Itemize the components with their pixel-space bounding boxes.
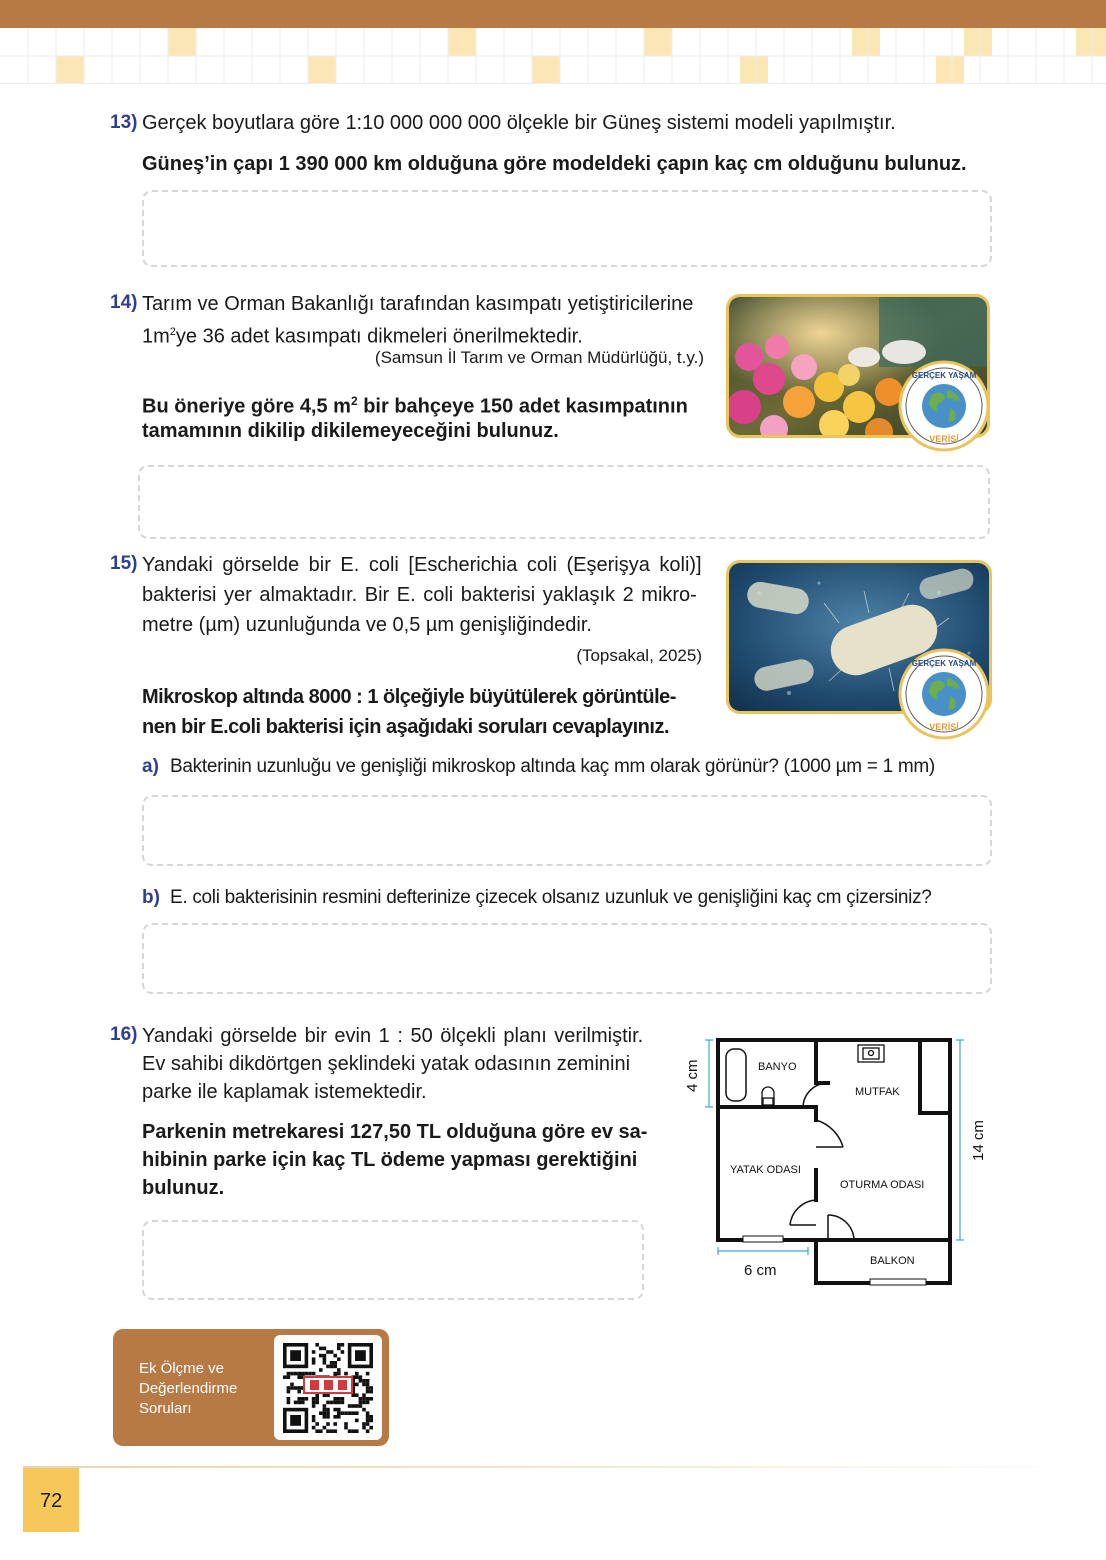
room-label-yatak: YATAK ODASI xyxy=(730,1164,801,1176)
superscript: 2 xyxy=(350,394,358,408)
question-text-line3: parke ile kaplamak istemektedir. xyxy=(142,1081,427,1103)
badge-bottom-text: VERİSİ xyxy=(929,434,959,444)
extra-line-3: Soruları xyxy=(139,1400,192,1417)
question-task: Güneş’in çapı 1 390 000 km olduğuna göre modeldeki çapın kaç cm olduğunu bulunuz. xyxy=(142,153,967,175)
text: Bu öneriye göre 4,5 m xyxy=(142,395,351,418)
answer-box-15b[interactable] xyxy=(142,923,992,994)
question-task-line1: Parkenin metrekaresi 127,50 TL olduğuna göre ev sa- xyxy=(142,1121,648,1143)
subquestion-b-text: E. coli bakterisinin resmini defterinize çizecek olsanız uzunluk ve genişliğini kaç cm çizersiniz? xyxy=(170,887,932,908)
question-text-line3: metre (µm) uzunluğunda ve 0,5 µm genişliğindedir. xyxy=(142,614,592,636)
badge-bottom-text: VERİSİ xyxy=(929,722,959,732)
question-task-line2: nen bir E.coli bakterisi için aşağıdaki soruları cevaplayınız. xyxy=(142,716,669,738)
extra-assessment-box[interactable] xyxy=(113,1329,389,1446)
question-text-line1: Yandaki görselde bir evin 1 : 50 ölçekli planı verilmiştir. xyxy=(142,1025,644,1047)
answer-box-15a[interactable] xyxy=(142,795,992,866)
question-number: 13) xyxy=(110,112,138,133)
answer-box-14[interactable] xyxy=(138,465,990,539)
room-label-balkon: BALKON xyxy=(870,1255,915,1267)
room-label-mutfak: MUTFAK xyxy=(855,1086,900,1098)
dimension-bottom: 6 cm xyxy=(744,1262,777,1279)
footer-line xyxy=(23,1466,1073,1468)
extra-line-2: Değerlendirme xyxy=(139,1380,238,1397)
header-grid-pattern xyxy=(0,28,1106,84)
question-14 xyxy=(110,292,710,452)
question-text-line1: Tarım ve Orman Bakanlığı tarafından kasımpatı yetiştiricilerine xyxy=(142,293,694,315)
question-text: Gerçek boyutlara göre 1:10 000 000 000 ölçekle bir Güneş sistemi modeli yapılmıştır. xyxy=(142,112,896,134)
question-text-line2: bakterisi yer almaktadır. Bir E. coli bakterisi yaklaşık 2 mikro- xyxy=(142,584,697,606)
extra-assessment-label xyxy=(139,1359,237,1419)
source-citation: (Samsun İl Tarım ve Orman Müdürlüğü, t.y.) xyxy=(374,348,704,367)
question-task-line3: bulunuz. xyxy=(142,1177,225,1199)
text: ye 36 adet kasımpatı dikmeleri önerilmektedir. xyxy=(175,325,583,348)
question-text-line2: Ev sahibi dikdörtgen şeklindeki yatak odasının zeminini xyxy=(142,1053,631,1075)
dimension-right: 14 cm xyxy=(970,1120,987,1161)
superscript: 2 xyxy=(169,326,176,338)
room-label-oturma: OTURMA ODASI xyxy=(840,1179,925,1191)
real-life-data-badge xyxy=(898,648,990,740)
question-number: 16) xyxy=(110,1024,138,1045)
subquestion-a-text: Bakterinin uzunluğu ve genişliği mikroskop altında kaç mm olarak görünür? (1000 µm = 1 mm) xyxy=(170,756,935,777)
badge-top-text: GERÇEK YAŞAM xyxy=(911,371,977,380)
question-text-line2 xyxy=(142,318,583,352)
floor-plan xyxy=(680,1025,1000,1300)
dimension-left: 4 cm xyxy=(684,1059,701,1092)
qr-code-icon xyxy=(274,1335,382,1440)
question-number: 15) xyxy=(110,553,138,574)
room-label-banyo: BANYO xyxy=(758,1061,797,1073)
text: bir bahçeye 150 adet kasımpatının xyxy=(357,395,688,418)
question-task-line2: hibinin parke için kaç TL ödeme yapması gerektiğini xyxy=(142,1149,638,1171)
answer-box-16[interactable] xyxy=(142,1220,644,1300)
page-number-tab xyxy=(23,1468,79,1532)
question-15 xyxy=(110,553,710,743)
qr-code[interactable] xyxy=(274,1335,382,1440)
page-number: 72 xyxy=(40,1490,63,1512)
question-text-line1: Yandaki görselde bir E. coli [Escherichia coli (Eşerişya koli)] xyxy=(142,554,702,576)
question-task-line2: tamamının dikilip dikilemeyeceğini bulunuz. xyxy=(142,420,559,442)
badge-top-text: GERÇEK YAŞAM xyxy=(911,659,977,668)
unit-m: 1m xyxy=(142,325,170,348)
question-task-line1: Mikroskop altında 8000 : 1 ölçeğiyle büyütülerek görüntüle- xyxy=(142,686,676,708)
subquestion-b-label: b) xyxy=(142,887,160,908)
extra-line-1: Ek Ölçme ve xyxy=(139,1360,225,1377)
question-16 xyxy=(110,1024,670,1204)
source-citation: (Topsakal, 2025) xyxy=(576,646,702,665)
answer-box-13[interactable] xyxy=(142,190,992,267)
header-bar xyxy=(0,0,1106,28)
real-life-data-badge xyxy=(898,360,990,452)
subquestion-a-label: a) xyxy=(142,756,159,777)
question-number: 14) xyxy=(110,292,138,313)
